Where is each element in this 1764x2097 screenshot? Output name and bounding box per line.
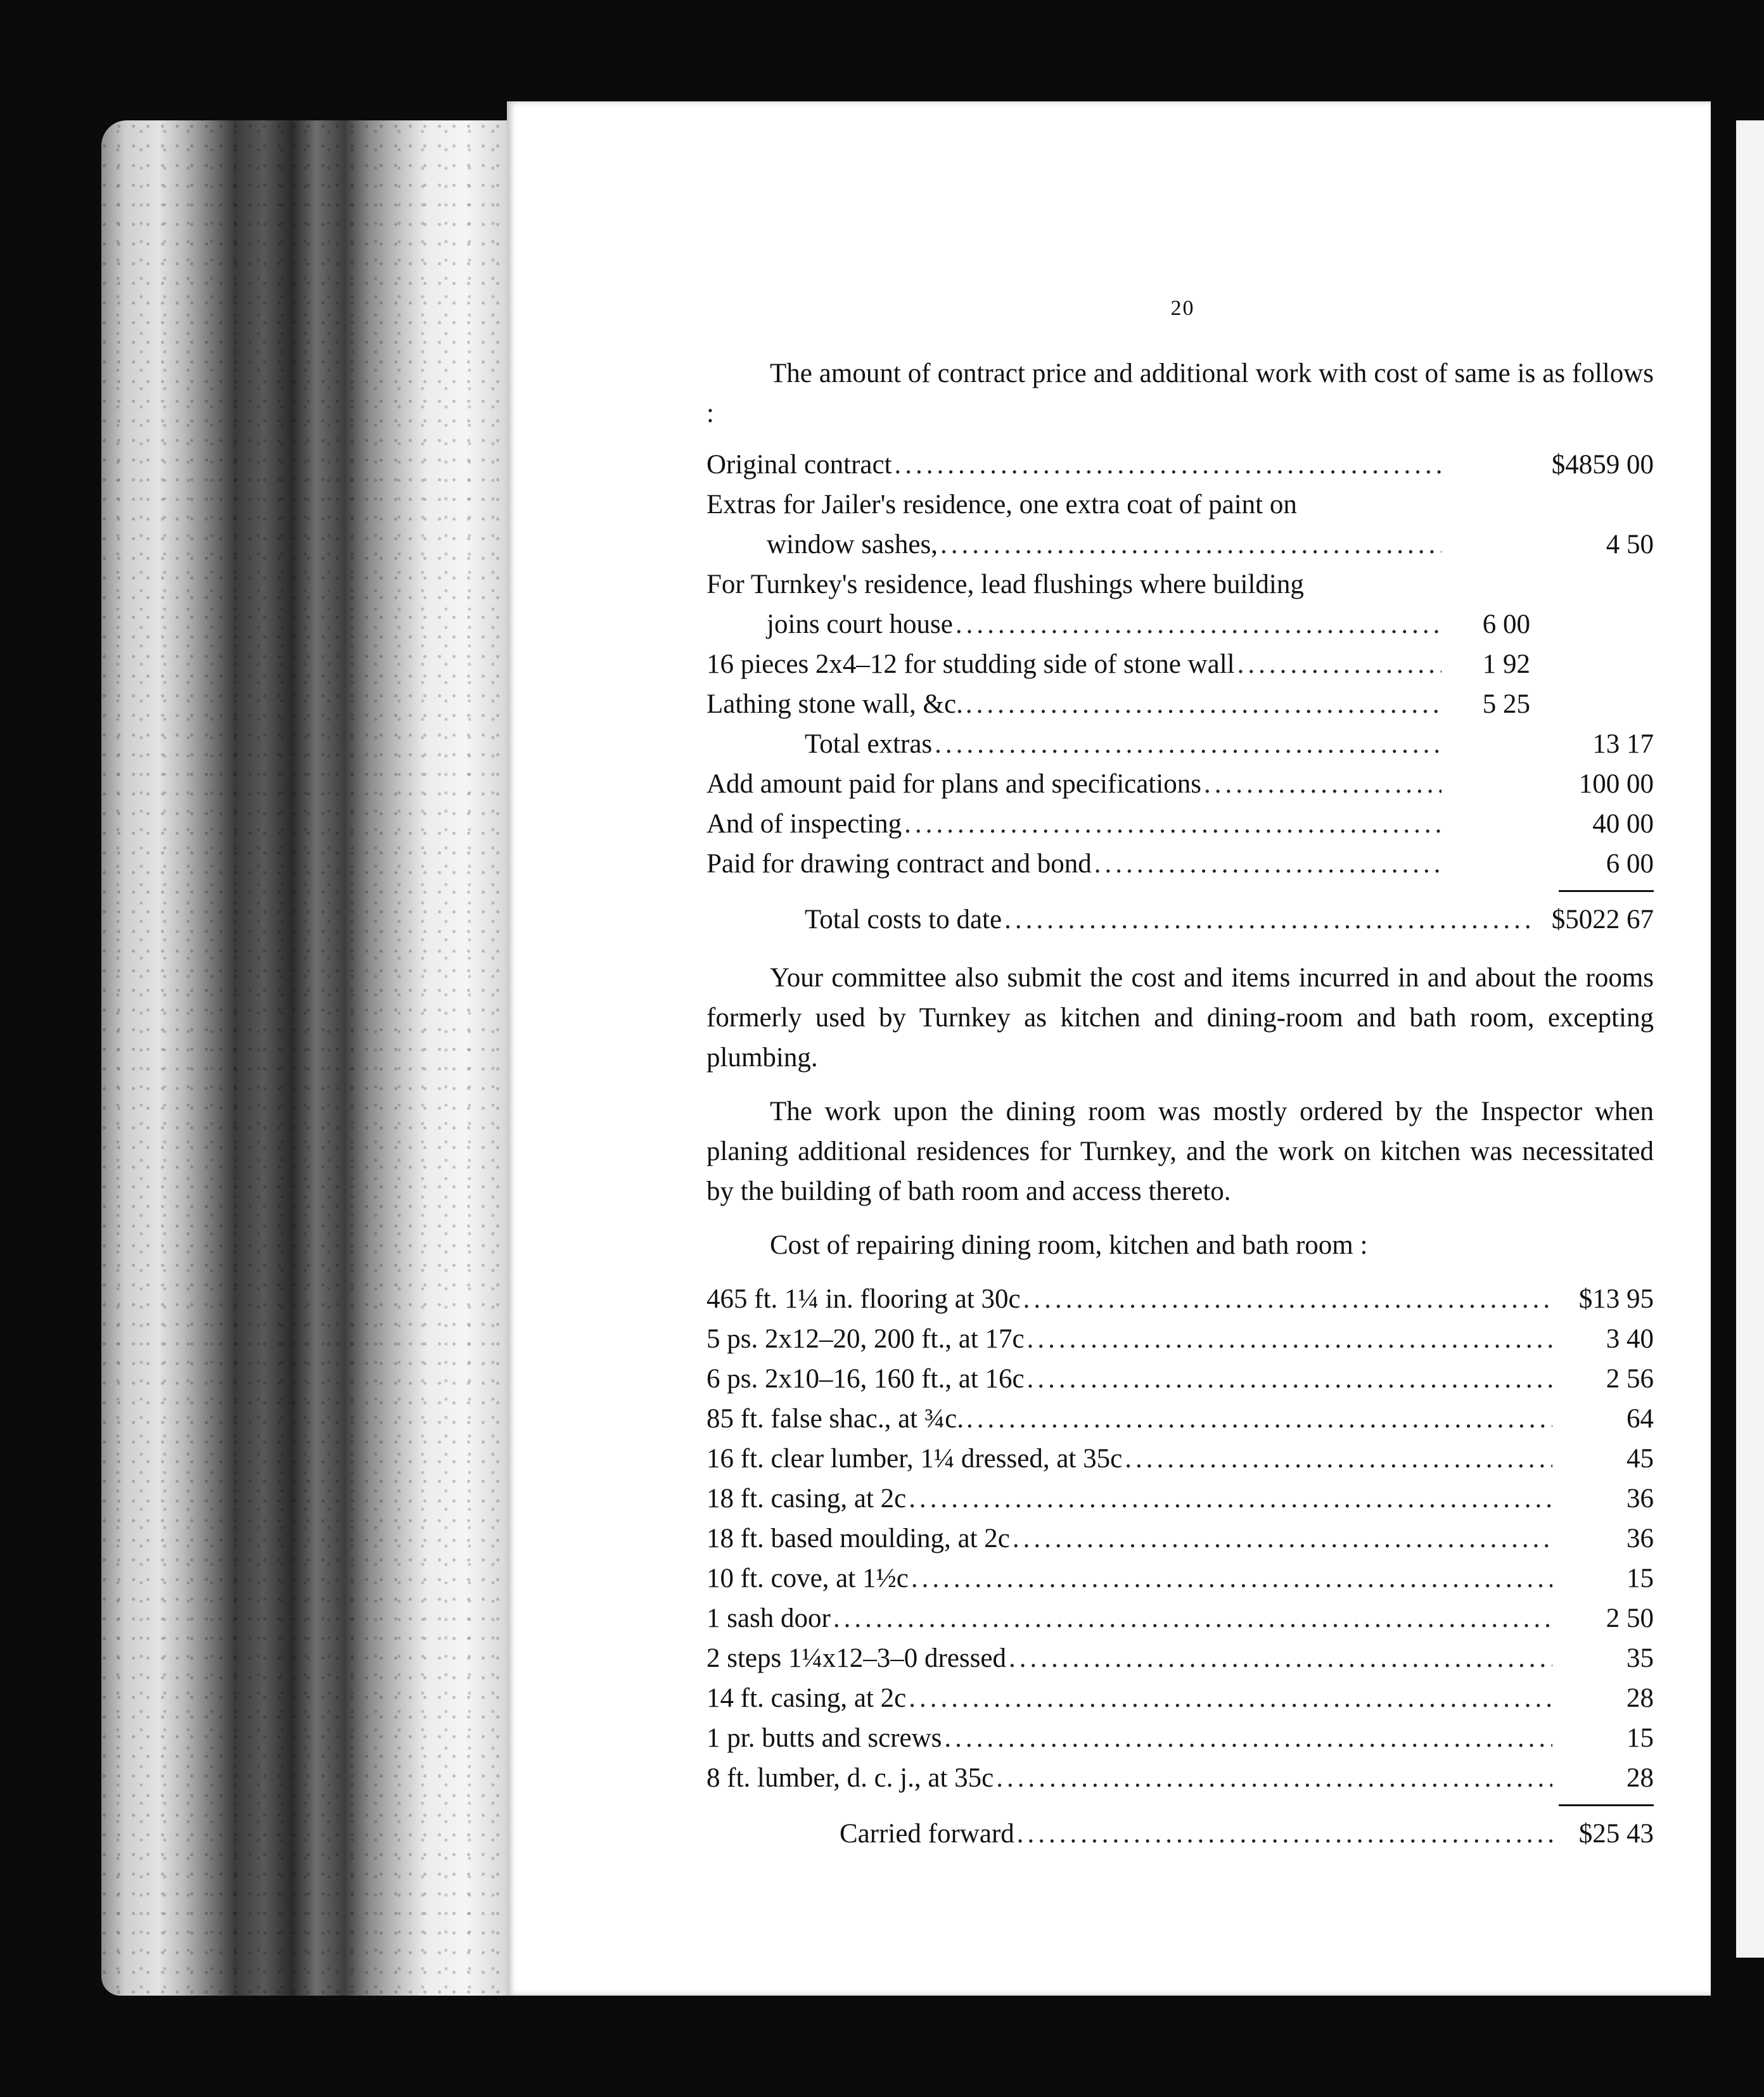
contract-ledger <box>706 445 1654 944</box>
sum-rule <box>1559 890 1654 892</box>
repair-ledger <box>706 1279 1654 1854</box>
ledger-row: 8 ft. lumber, d. c. j., at 35c ..... 28 <box>706 1758 1654 1798</box>
ledger-row: 14 ft. casing, at 2c ..... 28 <box>706 1678 1654 1718</box>
carried-forward-row: Carried forward ..... $25 43 <box>706 1814 1654 1854</box>
facing-page-edge <box>1736 120 1764 1958</box>
ledger-row: 5 ps. 2x12–20, 200 ft., at 17c ..... 3 40 <box>706 1319 1654 1359</box>
ledger-row: Lathing stone wall, &c. ..... 5 25 <box>706 684 1654 724</box>
page-content <box>706 288 1654 1854</box>
total-row: Total costs to date ..... $5022 67 <box>706 900 1654 944</box>
ledger-row: 16 ft. clear lumber, 1¼ dressed, at 35c ..... 45 <box>706 1439 1654 1479</box>
sum-rule <box>1559 1804 1654 1806</box>
ledger-row: Add amount paid for plans and specifications ..... 100 00 <box>706 764 1654 804</box>
ledger-row: Total extras ..... 13 17 <box>706 724 1654 764</box>
ledger-row: 18 ft. based moulding, at 2c ..... 36 <box>706 1519 1654 1558</box>
ledger-row: And of inspecting ..... 40 00 <box>706 804 1654 844</box>
ledger-row: joins court house ..... 6 00 <box>706 604 1654 644</box>
intro-paragraph: The amount of contract price and additional work with cost of same is as follows : <box>706 359 1654 428</box>
repair-cost-heading: Cost of repairing dining room, kitchen and bath room : <box>770 1230 1368 1260</box>
ledger-row: window sashes, ..... 4 50 <box>706 525 1654 564</box>
ledger-row: 10 ft. cove, at 1½c ..... 15 <box>706 1558 1654 1598</box>
ledger-row: 85 ft. false shac., at ¾c. ..... 64 <box>706 1399 1654 1439</box>
ledger-row: 1 sash door ..... 2 50 <box>706 1598 1654 1638</box>
book-page-edges <box>101 120 507 1996</box>
dining-room-paragraph: The work upon the dining room was mostly ordered by the Inspector when planing additional residences for Turnkey, and the work on kitchen was necessitated by the building of bath room and access thereto. <box>706 1097 1654 1206</box>
ledger-row: 1 pr. butts and screws ..... 15 <box>706 1718 1654 1758</box>
ledger-row: 2 steps 1¼x12–3–0 dressed ..... 35 <box>706 1638 1654 1678</box>
ledger-row: Original contract ..... $4859 00 <box>706 445 1654 485</box>
ledger-row: For Turnkey's residence, lead flushings where building <box>706 570 1304 599</box>
ledger-row: Paid for drawing contract and bond ..... 6 00 <box>706 844 1654 884</box>
page-number: 20 <box>1170 296 1195 320</box>
ledger-row: 465 ft. 1¼ in. flooring at 30c ..... $13 95 <box>706 1279 1654 1319</box>
ledger-row: 16 pieces 2x4–12 for studding side of stone wall ..... 1 92 <box>706 644 1654 684</box>
ledger-row: 18 ft. casing, at 2c ..... 36 <box>706 1479 1654 1519</box>
ledger-row: Extras for Jailer's residence, one extra coat of paint on <box>706 490 1297 519</box>
ledger-row: 6 ps. 2x10–16, 160 ft., at 16c ..... 2 56 <box>706 1359 1654 1399</box>
committee-paragraph: Your committee also submit the cost and items incurred in and about the rooms formerly used by Turnkey as kitchen and dining-room and bath room, excepting plumbing. <box>706 963 1654 1073</box>
